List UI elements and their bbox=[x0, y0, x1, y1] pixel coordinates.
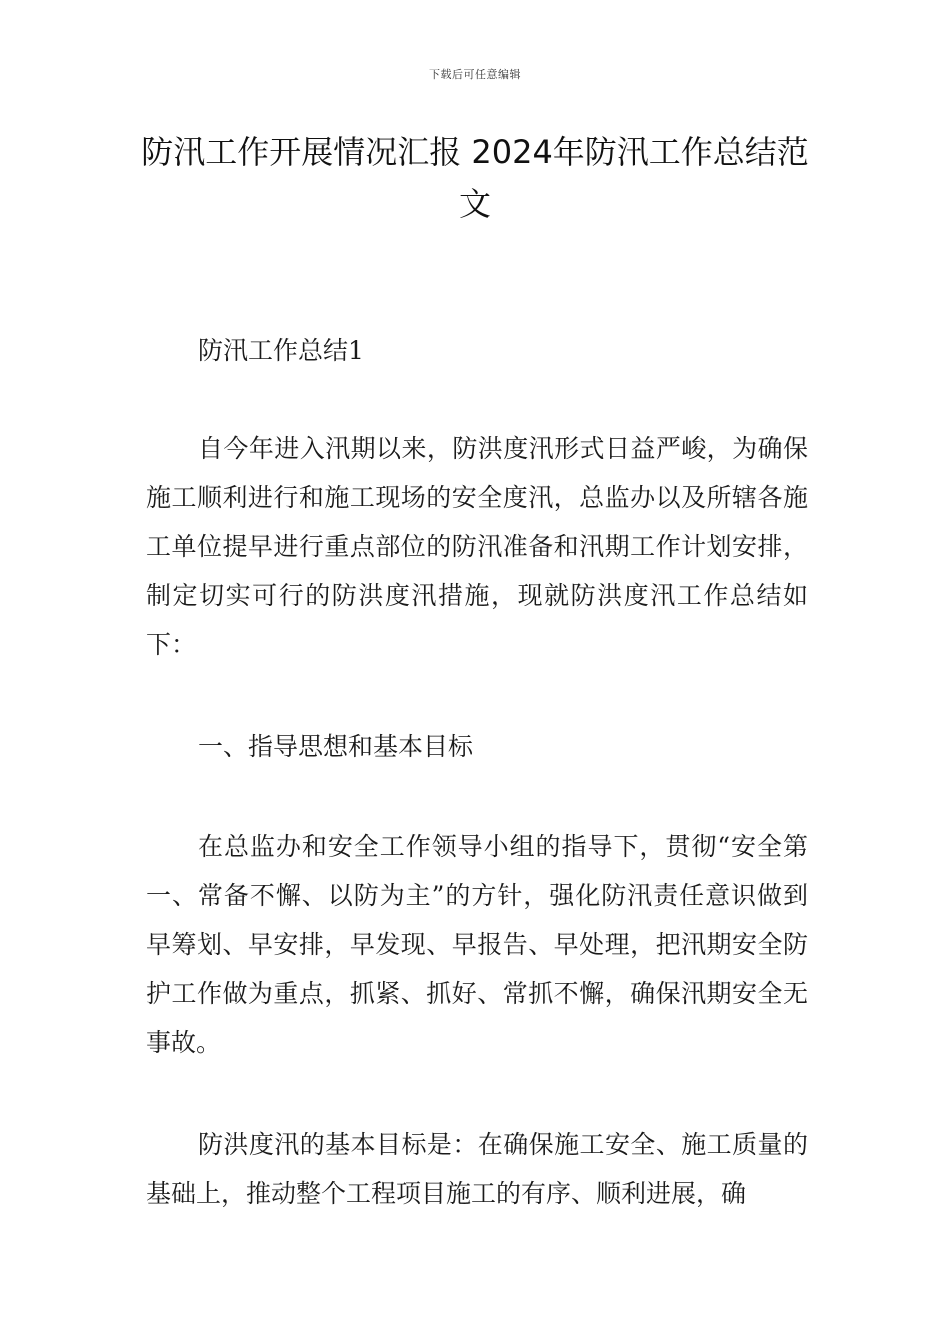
paragraph-intro: 自今年进入汛期以来，防洪度汛形式日益严峻，为确保施工顺利进行和施工现场的安全度汛，总监办以及所辖各施工单位提早进行重点部位的防汛准备和汛期工作计划安排，制定切实可行的防洪度汛措施，现就防洪度汛工作总结如下： bbox=[146, 434, 808, 659]
header-note: 下载后可任意编辑 bbox=[429, 68, 521, 81]
document-title: 防汛工作开展情况汇报 2024年防汛工作总结范文 bbox=[141, 133, 809, 223]
paragraph-basic-goal: 防洪度汛的基本目标是：在确保施工安全、施工质量的基础上，推动整个工程项目施工的有序、顺利进展，确 bbox=[146, 1130, 808, 1208]
paragraph-guidance: 在总监办和安全工作领导小组的指导下，贯彻“安全第一、常备不懈、以防为主”的方针，强化防汛责任意识做到早筹划、早安排，早发现、早报告、早处理，把汛期安全防护工作做为重点，抓紧、抓好、常抓不懈，确保汛期安全无事故。 bbox=[146, 832, 808, 1057]
section-title: 防汛工作总结1 bbox=[198, 336, 364, 365]
heading-guiding-ideas: 一、指导思想和基本目标 bbox=[198, 732, 474, 761]
